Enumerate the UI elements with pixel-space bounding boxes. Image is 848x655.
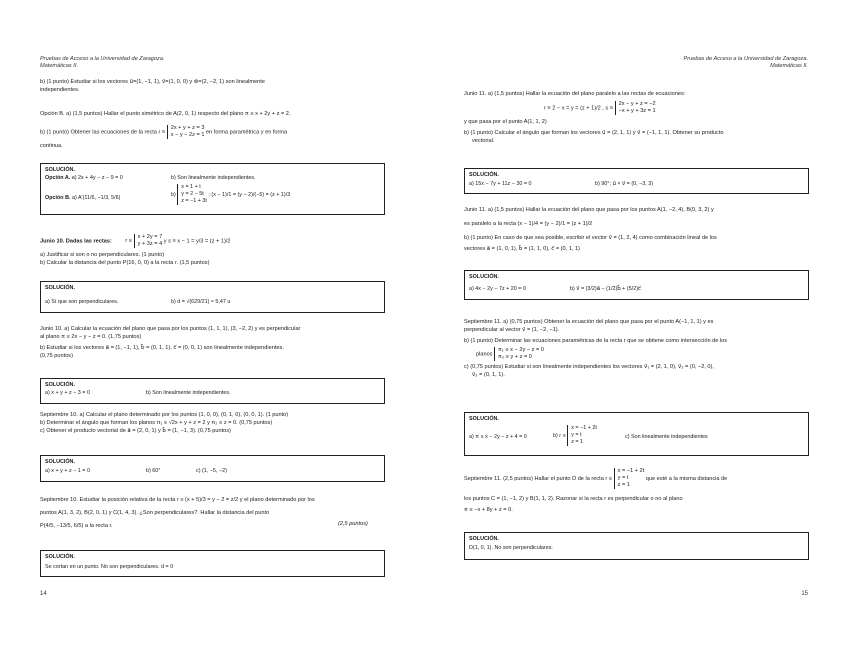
equation: π₁ ≡ x − 2y − z = 0 [498, 347, 544, 353]
option-label: Opción B. [45, 195, 71, 201]
exercise-opt-b-b [40, 125, 287, 150]
exercise-sept11-b [464, 468, 727, 514]
page-header-left [40, 56, 164, 70]
equation: y + 3z = 4 [137, 241, 163, 247]
equation: x = −1 + 2t [571, 425, 597, 431]
equation-system [134, 234, 163, 248]
text-line: Junio 11. a) (1,5 puntos) Hallar la ecuación del plano paralelo a las rectas de ecuaciones: [464, 91, 686, 97]
equation: x − y − 2z = 1 [170, 132, 205, 138]
equation: z = 1 [617, 482, 630, 488]
solution-answer: a) A'(11/6, −1/3, 5/6) [71, 195, 121, 201]
page-number: 14 [40, 591, 47, 597]
text-line: b) Estudiar si los vectores a⃗ = (1, −1, 1), b⃗ = (0, 1, 1), c⃗ = (0, 0, 1) son linealmente independientes. [40, 345, 284, 351]
text-line: continua. [40, 143, 63, 149]
text-line: π ≡ −x + 8y + z = 0. [464, 507, 513, 513]
text-line: vectorial. [472, 138, 495, 144]
exercise-title: Junio 10. Dadas las rectas: [40, 238, 112, 245]
text-line: al plano π ≡ 2x − y − z = 0. (1,75 puntos) [40, 334, 142, 340]
solution-box-7 [464, 270, 809, 300]
solution-box-3 [40, 378, 385, 404]
solution-title: SOLUCIÓN. [469, 172, 499, 178]
solution-answer: a) x + y + z − 1 = 0 [45, 468, 90, 474]
exercise-opt-a-b [40, 78, 265, 94]
solution-answer: c) Son linealmente independientes [625, 434, 708, 440]
exercise-sept10 [40, 411, 288, 435]
text-line: b) Determinar el ángulo que forman los planos π₁ ≡ √2x + y + z = 2 y π₂ ≡ z = 0. (0,75 puntos) [40, 420, 273, 426]
text-line: c) (0,75 puntos) Estudiar si son linealmente independientes los vectores v⃗₁ = (2, 1, 0), v⃗₂ = (0, −2, 0), [464, 364, 714, 370]
text-line: Septiembre 10. Estudiar la posición relativa de la recta r ≡ (x + 5)/3 = y − 2 = z/2 y el plano determinado por los [40, 497, 315, 503]
text-line: b) (1 punto) Obtener las ecuaciones de la recta r ≡ [40, 129, 166, 136]
text-line: b) (1 punto) En caso de que sea posible, escribir el vector v⃗ = (1, 2, 4) como combinación lineal de los [464, 235, 717, 241]
exercise-sept10-b [40, 494, 315, 533]
solution-title: SOLUCIÓN. [469, 274, 499, 280]
equation: r ≡ 2 − x = y = (z + 1)/2 , s ≡ [544, 105, 614, 112]
solution-title: SOLUCIÓN. [45, 459, 75, 465]
solution-box-6 [464, 168, 809, 194]
solution-box-1 [40, 163, 385, 215]
solution-answer: b) [171, 191, 176, 198]
equation: −x + y + 3z = 1 [618, 108, 656, 114]
solution-answer: b) v⃗ = (3/2)a⃗ − (1/2)b⃗ + (5/2)c⃗ [570, 286, 641, 292]
exercise-opt-b-a [40, 110, 290, 118]
solution-answer: D(1, 0, 1). No son perpendiculares. [469, 545, 553, 551]
exercise-junio10 [40, 234, 230, 267]
solution-answer: a) x + y + z − 3 = 0 [45, 390, 90, 396]
text-line: puntos A(1, 3, 2), B(2, 0, 1) y C(1, 4, 3). ¿Son perpendiculares?. Hallar la distancia del punto [40, 510, 270, 516]
header-line1: Pruebas de Acceso a la Universidad de Zaragoza. [683, 56, 808, 62]
solution-box-4 [40, 455, 385, 482]
solution-answer: b) 90°; u⃗ × v⃗ = (0, −3, 3) [595, 181, 654, 187]
solution-answer: a) 4x − 2y − 7z + 20 = 0 [469, 286, 526, 292]
equation: y = t [571, 432, 582, 438]
solution-title: SOLUCIÓN. [45, 167, 75, 173]
equation: y = t [617, 475, 629, 481]
exercise-junio11-b [464, 206, 717, 253]
solution-title: SOLUCIÓN. [45, 285, 75, 291]
equation-system [567, 425, 597, 446]
text-line: a) Justificar si son o no perpendiculares. (1 punto) [40, 252, 165, 258]
solution-box-2 [40, 281, 385, 313]
equation: z = −1 + 3t [181, 198, 207, 204]
equation: 2x + y + z = 3 [170, 125, 205, 131]
solution-title: SOLUCIÓN. [469, 416, 499, 422]
equation: x = −1 + 2t [617, 468, 645, 474]
solution-answer: b) Son linealmente independientes. [171, 175, 256, 181]
exercise-sept11-a [464, 318, 727, 379]
solution-box-9 [464, 532, 809, 560]
header-line1: Pruebas de Acceso a la Universidad de Zaragoza. [40, 56, 165, 62]
header-line2: Matemáticas II. [770, 63, 808, 69]
text-line: b) (1 punto) Determinar las ecuaciones paramétricas de la recta r que se obtiene como intersección de los [464, 338, 728, 344]
points-label: (2,5 puntos) [338, 521, 368, 527]
text-line: en forma paramétrica y en forma [206, 129, 288, 136]
page-header-right [684, 56, 808, 70]
text-line: vectores a⃗ = (1, 0, 1), b⃗ = (1, 1, 0), c⃗ = (0, 1, 1) [464, 246, 580, 252]
solution-answer: b) 60° [146, 468, 161, 474]
solution-answer: a) Sí que son perpendiculares. [45, 299, 119, 305]
solution-answer: a) π ≡ x − 2y − z + 4 = 0 [469, 434, 527, 440]
exercise-junio10-b [40, 325, 300, 360]
text-line: c) Obtener el producto vectorial de a⃗ = (2, 0, 1) y b⃗ = (1, −1, 3). (0,75 puntos) [40, 428, 231, 434]
equation: x + 2y = 7 [137, 234, 163, 240]
equation-system [177, 184, 207, 205]
text-line: Opción B. a) (1,5 puntos) Hallar el punto simétrico de A(2, 0, 1) respecto del plano π ≡ x + 2y + z = 2. [40, 111, 291, 117]
solution-answer: b) Son linealmente independientes. [146, 390, 231, 396]
text-line: independientes. [40, 87, 80, 93]
equation: r ≡ [125, 238, 133, 245]
option-label: Opción A. [45, 175, 71, 181]
text-line: es paralelo a la recta (x − 1)/4 = (y − 2)/1 = (z + 1)/2 [464, 221, 593, 227]
right-page [424, 0, 848, 655]
solution-answer: Se cortan en un punto. No son perpendiculares. d = 0 [45, 564, 174, 570]
solution-title: SOLUCIÓN. [469, 536, 499, 542]
text-line: Junio 11. a) (1,5 puntos) Hallar la ecuación del plano que pasa por los puntos A(1, −2, 4), B(0, 3, 2) y [464, 207, 714, 213]
equation-system [615, 101, 656, 115]
solution-answer: b) d = √(629/21) ≈ 5,47 u [171, 299, 231, 305]
text-line: Septiembre 10. a) Calcular el plano determinado por los puntos (1, 0, 0), (0, 1, 0), (0, 0, 1). (1 punto) [40, 412, 289, 418]
equation-system [494, 347, 544, 361]
text-line: perpendicular al vector v⃗ = (1, −2, −1). [464, 327, 560, 333]
page-number: 15 [801, 591, 808, 597]
solution-answer: b) r ≡ [553, 432, 566, 439]
text-line: v⃗₃ = (0, 1, 1). [472, 372, 505, 378]
equation: x = 1 + t [181, 184, 201, 190]
solution-answer: c) (1, −5, −2) [196, 468, 227, 474]
text-line: Septiembre 11. a) (0,75 puntos) Obtener la ecuación del plano que pasa por el punto A(−1, 1, 1) y es [464, 319, 714, 325]
solution-box-8 [464, 412, 809, 456]
equation-system [614, 468, 645, 489]
equation: z = 1 [571, 439, 584, 445]
text-line: y que pasa por el punto A(1, 1, 2) [464, 119, 547, 125]
text-line: (0,75 puntos) [40, 353, 73, 359]
text-line: b) (1 punto) Calcular el ángulo que forman los vectores u⃗ = (2, 1, 1) y v⃗ = (−1, 1, 1). Obtener su producto [464, 130, 724, 136]
solution-title: SOLUCIÓN. [45, 382, 75, 388]
text-line: planos [476, 351, 493, 358]
equation: y = 2 − 5t [181, 191, 204, 197]
solution-box-5 [40, 550, 385, 577]
solution-answer: a) 15x − 7y + 11z − 30 = 0 [469, 181, 532, 187]
text-line: Septiembre 11. (2,5 puntos) Hallar el punto D de la recta r ≡ [464, 475, 613, 482]
text-line: b) (1 punto) Estudiar si los vectores u⃗=(1, −1, 1), v⃗=(1, 0, 0) y w⃗=(2, −2, 1) son linealmente [40, 79, 265, 85]
text-line: b) Calcular la distancia del punto P(16, 0, 0) a la recta r. (1,5 puntos) [40, 260, 210, 266]
solution-answer: ; (x − 1)/1 = (y − 2)/(−5) = (z + 1)/3 [208, 191, 291, 198]
text-line: que esté a la misma distancia de [645, 475, 728, 482]
text-line: los puntos C = (1, −1, 2) y B(1, 1, 2). Razonar si la recta r es perpendicular o no al plano [464, 496, 683, 502]
equation: y s ≡ x − 1 = y/3 = (z + 1)/2 [163, 238, 231, 245]
header-line2: Matemáticas II. [40, 63, 78, 69]
solution-title: SOLUCIÓN. [45, 554, 75, 560]
text-line: Junio 10. a) Calcular la ecuación del plano que pasa por los puntos (1, 1, 1), (3, −2, 2) y es perpendicular [40, 326, 301, 332]
equation: π₂ ≡ y + z = 0 [498, 354, 532, 360]
text-line: P(4/5, −13/5, 6/5) a la recta r. [40, 523, 113, 529]
solution-answer: a) 2x + 4y − z − 9 = 0 [71, 175, 123, 181]
exercise-junio11-a [464, 90, 723, 145]
equation: 2x − y + z = −2 [618, 101, 656, 107]
equation-system [167, 125, 205, 139]
